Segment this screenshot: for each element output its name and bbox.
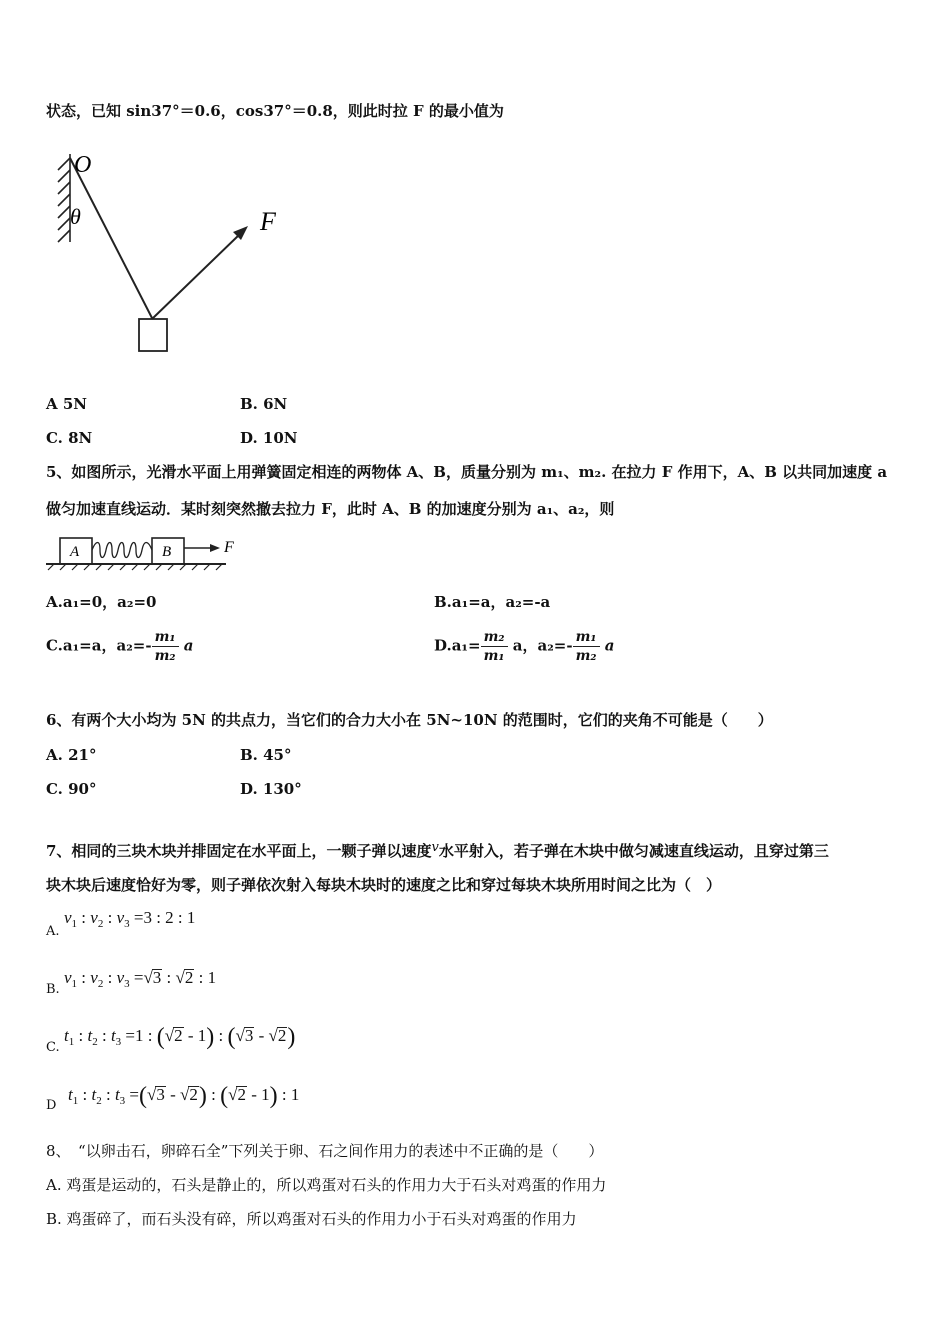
q6-stem: 6、有两个大小均为 5N 的共点力，当它们的合力大小在 5N~10N 的范围时，它们的夹角不可能是（ ）	[46, 711, 773, 729]
symbol-a: a	[604, 636, 615, 655]
block	[139, 319, 167, 351]
q6-option-d[interactable]: D. 130°	[240, 780, 302, 798]
q7-option-b[interactable]: $v_1$ : $v_2$ : $v_3 =√3$ : √2 : 1	[64, 968, 217, 990]
label-A: A	[70, 544, 80, 560]
label-theta: θ	[70, 204, 81, 229]
q8-option-b[interactable]: B. 鸡蛋碎了，而石头没有碎，所以鸡蛋对石头的作用力小于石头对鸡蛋的作用力	[46, 1210, 577, 1228]
q4-option-c[interactable]: C. 8N	[46, 429, 93, 447]
fraction-m1-m2: $\frac{\text{m₁}}{\text{m₂}}$	[152, 628, 179, 665]
q7-option-a[interactable]: $v_1$ : $v_2$ : $v_3 =3$ : 2 : 1	[64, 908, 196, 930]
q6-option-a[interactable]: A. 21°	[46, 746, 97, 764]
q6-option-c[interactable]: C. 90°	[46, 780, 97, 798]
q5-option-a[interactable]: A.a₁=0，a₂=0	[46, 593, 157, 611]
q7-option-d-label[interactable]: D	[46, 1098, 57, 1113]
q7-line1: 7、相同的三块木块并排固定在水平面上，一颗子弹以速度v水平射入，若子弹在木块中做匀减速直线运动，且穿过第三	[46, 840, 829, 860]
q4-figure	[50, 146, 290, 358]
q7-option-a-label[interactable]: A.	[46, 924, 60, 939]
label-F: F	[260, 207, 276, 236]
symbol-v: v	[431, 840, 439, 855]
spring	[92, 543, 152, 558]
label-F: F	[224, 539, 234, 556]
q5-line1: 5、如图所示，光滑水平面上用弹簧固定相连的两物体 A、B，质量分别为 m₁、m₂. 在拉力 F 作用下，A、B 以共同加速度 a	[46, 463, 888, 481]
label-B: B	[162, 544, 172, 560]
q7-line2: 块木块后速度恰好为零，则子弹依次射入每块木块时的速度之比和穿过每块木块所用时间之比为（ ）	[46, 876, 722, 894]
label-O: O	[74, 152, 92, 178]
q4-option-d[interactable]: D. 10N	[240, 429, 298, 447]
q5-figure	[44, 530, 244, 574]
q5-option-c-prefix: C.a₁=a，a₂=-	[46, 636, 152, 655]
q5-option-c[interactable]	[46, 628, 193, 665]
q7-option-c[interactable]: $t_1$ : $t_2$ : $t_3 =1$ : (√2 - 1) : (√3 - √2)	[64, 1024, 296, 1050]
force-arrow	[152, 234, 240, 319]
q4-option-a[interactable]: A 5N	[46, 395, 88, 413]
q7-option-c-label[interactable]: C.	[46, 1040, 60, 1055]
q8-option-a[interactable]: A. 鸡蛋是运动的，石头是静止的，所以鸡蛋对石头的作用力大于石头对鸡蛋的作用力	[46, 1176, 607, 1194]
wall-hatch	[58, 154, 70, 242]
q5-line2: 做匀加速直线运动．某时刻突然撤去拉力 F，此时 A、B 的加速度分别为 a₁、a₂，则	[46, 500, 615, 518]
q7-option-b-label[interactable]: B.	[46, 982, 60, 997]
q5-option-d-prefix: D.a₁=	[434, 636, 481, 655]
q5-option-b[interactable]: B.a₁=a，a₂=-a	[434, 593, 551, 611]
q4-stem: 状态，已知 sin37°＝0.6，cos37°＝0.8，则此时拉 F 的最小值为	[46, 102, 504, 120]
arrow-head-icon	[210, 544, 220, 552]
q4-option-b[interactable]: B. 6N	[240, 395, 288, 413]
symbol-a: a	[183, 636, 194, 655]
q6-option-b[interactable]: B. 45°	[240, 746, 292, 764]
q8-stem: 8、 “以卵击石，卵碎石全”下列关于卵、石之间作用力的表述中不正确的是（ ）	[46, 1142, 604, 1160]
fraction-m1-m2: $\frac{\text{m₁}}{\text{m₂}}$	[573, 628, 600, 665]
q5-option-d-mid: a，a₂=-	[512, 636, 573, 655]
q5-option-d[interactable]	[434, 628, 614, 665]
rope	[70, 158, 152, 318]
fraction-m2-m1: $\frac{\text{m₂}}{\text{m₁}}$	[481, 628, 508, 665]
q7-option-d[interactable]: $t_1$ : $t_2$ : $t_3 =(√3 - √2)$ : (√2 - 1) : 1	[68, 1083, 300, 1109]
